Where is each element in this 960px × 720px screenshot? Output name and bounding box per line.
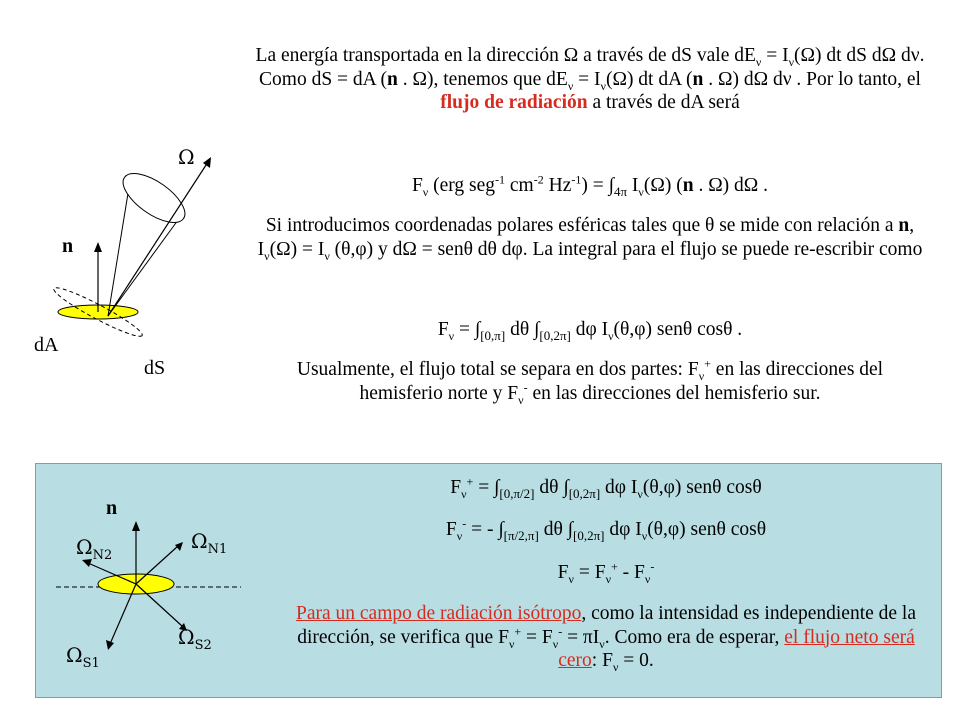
hemisphere-panel [35, 463, 942, 698]
paragraph-isotropic: Para un campo de radiación isótropo, como la intensidad es independiente de la dirección, se verifica que $F_\nu^+ = F_\nu^- = \pi I_\nu$. Como era de esperar, el flujo neto será cero: $F_\nu = 0$. [295, 603, 917, 674]
formula-flux-north: $F_\nu^+ = \int_{[0,\pi/2]}$ dθ $\int_{[0,2\pi]}$ dφ $I_\nu(\theta,\varphi)$ senθ cosθ [450, 474, 762, 501]
formula-flux-net: $F_\nu = F_\nu^+ - F_\nu^-$ [557, 559, 655, 586]
flux-term: flujo de radiación [440, 92, 588, 113]
omega-S1-label: $\Omega_{S1}$ [66, 643, 100, 671]
dS-label: dS [144, 357, 166, 379]
paragraph-polar: Si introducimos coordenadas polares esféricas tales que θ se mide con relación a n, $I_\nu(\Omega) = I_\nu$ (θ,φ) y dΩ = senθ dθ dφ. La integral para el flujo se puede re-escribir como [257, 215, 923, 263]
omega-N1-label: $\Omega_{N1}$ [191, 529, 228, 557]
normal-label: n [62, 235, 74, 257]
cone-diagram [20, 140, 250, 390]
paragraph-energy: La energía transportada en la dirección Ω a través de dS vale $dE_\nu = I_\nu(\Omega)$ dt dS dΩ dν. Como dS = dA (n . Ω), tenemos que $dE_\nu = I_\nu(\Omega)$ dt dA (n . Ω) dΩ dν . Por lo tanto, el flujo de radiación a través de dA será [255, 45, 925, 113]
formula-flux-integral: $F_\nu = \int_{[0,\pi]}$ dθ $\int_{[0,2\pi]}$ dφ $I_\nu(\theta,\varphi)$ senθ cosθ . [437, 319, 743, 343]
cone-edge-right [108, 220, 178, 316]
cone-edge-left [108, 175, 131, 316]
formula-flux-south: $F_\nu^-$ = - $\int_{[\pi/2,\pi]}$ dθ $\int_{[0,2\pi]}$ dφ $I_\nu(\theta,\varphi)$ senθ cosθ [445, 516, 767, 543]
dA-label: dA [34, 334, 59, 356]
omega-S2-label: $\Omega_{S2}$ [178, 625, 212, 653]
normal-label-2: n [106, 497, 118, 519]
formula-flux: $F_\nu$ (erg seg$^{-1}$ $cm^{-2}$ $Hz^{-1}) = \int_{4\pi}$ $I_\nu(\Omega)$ (n . Ω) dΩ . [411, 172, 769, 199]
paragraph-hemispheres: Usualmente, el flujo total se separa en dos partes: $F_\nu^+$ en las direcciones del hemisferio norte y $F_\nu^-$ en las direcciones del hemisferio sur. [296, 356, 884, 407]
isotropic-link[interactable]: Para un campo de radiación isótropo [295, 603, 582, 624]
omega-N2-label: $\Omega_{N2}$ [76, 535, 113, 563]
net-flux-zero-link[interactable]: el flujo neto será cero [558, 626, 915, 671]
hemisphere-diagram [36, 464, 296, 699]
omega-label: Ω [178, 145, 195, 169]
